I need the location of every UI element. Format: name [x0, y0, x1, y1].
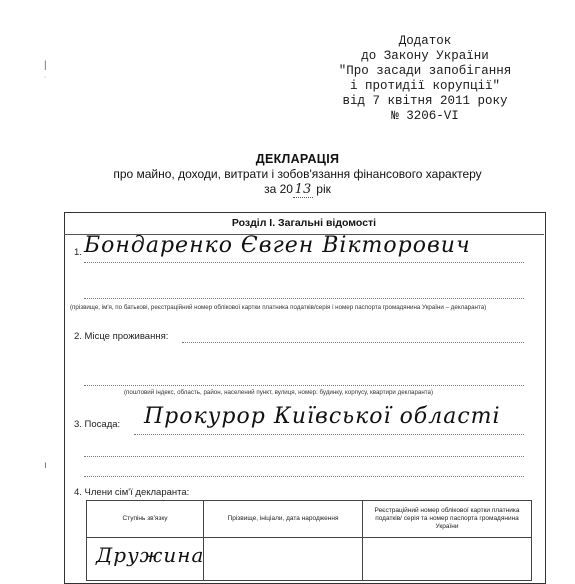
dotted-line: [84, 298, 524, 299]
table-cell: [87, 538, 204, 581]
declaration-year: [0, 182, 575, 198]
dotted-line: [134, 434, 524, 435]
dotted-line: [84, 476, 524, 477]
table-header-row: [87, 501, 532, 538]
declaration-subtitle: про майно, доходи, витрати і зобов'язання фінансового характеру: [113, 167, 482, 181]
appendix-line: і протидії корупції": [349, 79, 501, 93]
item1-handwritten-name: Бондаренко Євген Вікторович: [84, 233, 471, 258]
section-title: Розділ І. Загальні відомості: [64, 212, 544, 235]
relation-handwritten: Дружина: [96, 543, 205, 567]
column-header: Реєстраційний номер облікової картки платника податків/ серія та номер паспорта громадянина України: [363, 501, 532, 538]
family-members-table: [86, 500, 532, 581]
table-row: [87, 538, 532, 581]
item3-handwritten-position: Прокурор Київської області: [144, 404, 501, 429]
item3-label: 3. Посада:: [74, 419, 121, 430]
item1-number: 1.: [74, 247, 82, 258]
year-prefix: за 20: [264, 182, 293, 196]
appendix-note: [300, 34, 550, 124]
declaration-title: ДЕКЛАРАЦІЯ: [255, 152, 340, 166]
item4-label: 4. Члени сім'ї декларанта:: [74, 487, 190, 498]
appendix-line: до Закону України: [361, 49, 489, 63]
appendix-line: Додаток: [398, 34, 452, 48]
column-header: Ступінь зв'язку: [87, 501, 204, 538]
table-cell: [204, 538, 363, 581]
year-suffix: рік: [316, 182, 331, 196]
table-cell: [363, 538, 532, 581]
item2-caption: (поштовий індекс, область, район, населений пункт, вулиця, номер: будинку, корпусу, квартири декларанта): [124, 389, 434, 396]
year-handwritten: 13: [294, 182, 312, 197]
appendix-line: № 3206-VI: [391, 109, 459, 123]
item2-label: 2. Місце проживання:: [74, 331, 169, 342]
dotted-line: [84, 262, 524, 263]
scan-mark: |: [44, 60, 47, 71]
dotted-line: [84, 385, 524, 386]
column-header: Прізвище, ініціали, дата народження: [204, 501, 363, 538]
appendix-line: "Про засади запобігання: [338, 64, 512, 78]
appendix-line: від 7 квітня 2011 року: [342, 94, 508, 108]
scan-mark: ı: [44, 460, 47, 471]
scan-mark: ·: [44, 74, 47, 81]
item1-caption: (прізвище, ім'я, по батькові, реєстраційний номер облікової картки платника податків/серія і номер паспорта громадянина України – декларанта): [70, 304, 487, 311]
dotted-line: [182, 342, 524, 343]
dotted-line: [84, 456, 524, 457]
